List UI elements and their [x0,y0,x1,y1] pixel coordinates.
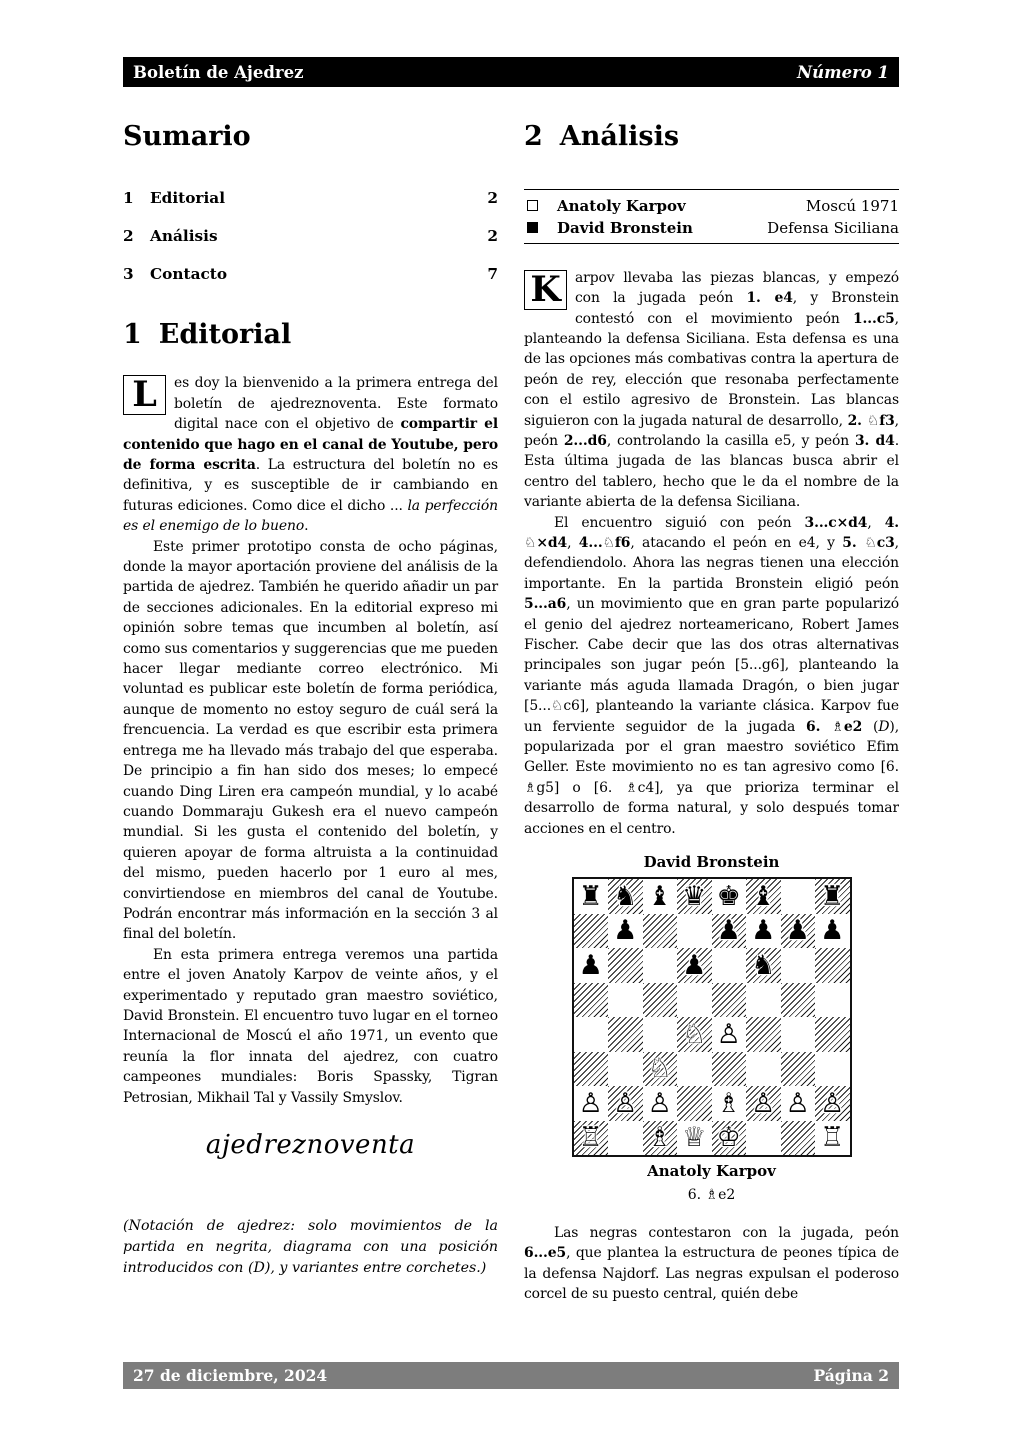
toc-page-number: 7 [487,264,498,283]
bulletin-page [123,0,899,1450]
chess-board [572,877,852,1157]
square-e7 [712,914,747,949]
chess-diagram [524,853,899,1203]
black-player-row [524,217,899,239]
game-event: Moscú 1971 [805,196,899,215]
text-segment: 6...e5 [524,1245,567,1262]
square-g1 [781,1121,816,1156]
toc-section-number: 1 [123,188,134,207]
toc-section-label: Contacto [150,264,228,283]
dropcap-K: K [524,270,567,310]
square-d2 [677,1086,712,1121]
square-g5 [781,983,816,1018]
white-pawn-icon: ♙ [647,1087,672,1119]
white-pawn-icon: ♙ [820,1087,845,1119]
text-segment: 4. ♘×d4 [524,514,899,551]
two-column-layout [123,112,899,1352]
black-pawn-icon: ♟ [613,915,638,947]
white-pawn-icon: ♙ [613,1087,638,1119]
text-segment: es doy la bienvenido a la primera entrega del boletín de ajedreznoventa. Este formato digital nace con el objetivo de [174,375,498,433]
square-a2 [574,1086,609,1121]
analysis-paragraph-2 [524,513,899,840]
text-segment: , controlando la casilla e5, y peón [606,432,855,449]
text-segment: 1. e4 [746,290,793,307]
square-e4 [712,1017,747,1052]
square-b2 [608,1086,643,1121]
toc-section-label: Editorial [150,188,226,207]
square-a4 [574,1017,609,1052]
square-c3 [643,1052,678,1087]
text-segment: En esta primera entrega veremos una partida entre el joven Anatoly Karpov de veinte años, y el experimentado y reputado gran maestro soviético, David Bronstein. El encuentro tuvo lugar en el torneo Internacional de Moscú el año 1971, un evento que reunía la flor innata del ajedrez, con cuatro campeones mundiales: Boris Spassky, Tigran Petrosian, Mikhail Tal y Vassily Smyslov. [123,946,498,1106]
toc-section-label: Análisis [150,226,218,245]
square-b1 [608,1121,643,1156]
square-h5 [815,983,850,1018]
text-segment: la perfección es el enemigo de lo bueno [123,497,499,535]
square-e2 [712,1086,747,1121]
square-c6 [643,948,678,983]
text-segment: ), popularizada por el gran maestro soviético Efim Geller. Este movimiento no es tan agresivo como [6. ♗g5] o [6. ♗c4], ya que prioriza terminar el desarrollo de forma natural, y solo después tomar acciones en el centro. [524,718,899,837]
white-player-row [524,195,899,217]
square-a8 [574,879,609,914]
square-f8 [746,879,781,914]
white-knight-icon: ♘ [647,1053,672,1085]
text-segment: , y Bronstein contestó con el movimiento peón [575,290,899,327]
black-pawn-icon: ♟ [682,949,707,981]
square-d8 [677,879,712,914]
author-signature: ajedreznoventa [205,1130,416,1160]
text-segment: arpov llevaba las piezas blancas, y empezó con la jugada peón [575,269,899,307]
editorial-paragraph-3 [123,945,498,1108]
text-segment: El encuentro siguió con peón [554,514,805,531]
section-title: Análisis [559,121,680,152]
white-queen-icon: ♕ [682,1122,707,1154]
square-a5 [574,983,609,1018]
square-f6 [746,948,781,983]
text-segment: 2. ♘f3 [847,412,895,429]
square-b8 [608,879,643,914]
text-segment: 3. d4 [854,432,895,449]
game-header [524,189,899,244]
analysis-paragraph-1 [524,268,899,513]
square-f5 [746,983,781,1018]
square-h1 [815,1121,850,1156]
toc-title [123,122,498,152]
section-number: 1 [123,318,142,350]
text-segment: , atacando el peón en e4, y [630,534,843,551]
square-b3 [608,1052,643,1087]
text-segment: Las negras contestaron con la jugada, peón [554,1225,899,1242]
white-pawn-icon: ♙ [751,1087,776,1119]
text-segment: . [304,518,309,535]
white-square-icon [527,200,538,211]
square-g2 [781,1086,816,1121]
black-pawn-icon: ♟ [785,915,810,947]
text-segment: compartir el contenido que hago en el canal de Youtube, pero de forma escrita [123,416,498,473]
square-f2 [746,1086,781,1121]
white-rook-icon: ♖ [578,1122,603,1154]
square-a1 [574,1121,609,1156]
white-pawn-icon: ♙ [785,1087,810,1119]
footer-page-number: Página 2 [813,1366,889,1385]
square-h8 [815,879,850,914]
text-segment: . Esta última jugada de las blancas busca abrir el centro del tablero, hecho que le da el nombre de la variante abierta de la defensa Siciliana. [524,432,899,511]
square-d5 [677,983,712,1018]
square-b6 [608,948,643,983]
analysis-heading [524,122,899,152]
square-f3 [746,1052,781,1087]
black-pawn-icon: ♟ [820,915,845,947]
white-player-name: Anatoly Karpov [557,196,686,215]
black-bishop-icon: ♝ [751,880,776,912]
text-segment: Este primer prototipo consta de ocho páginas, donde la mayor aportación proviene del análisis de la partida de ajedrez. También he querido añadir un par de secciones adicionales. En la editorial expreso mi opinión sobre temas que incumben al boletín, así como sus comentarios y suggerencias que me pueden hacer llegar mediante correo electrónico. Mi voluntad es publicar este boletín de forma periódica, aunque de momento no estoy seguro de cuál será la frencuencia. La verdad es que escribir esta primera entrega me ha llevado más trabajo del que esperaba. De principio a fin han sido dos meses; lo empecé cuando Ding Liren era campeón mundial, y lo acabé cuando Dommaraju Gukesh era el nuevo campeón mundial. Si les gusta el contenido del boletín, y quieren apoyar de forma altruista a la continuidad del mismo, pueden hacerlo por 1 euro al mes, convirtiendose en miembros del canal de Youtube. Podrán encontrar más información en la sección 3 al final del boletín. [123,538,498,943]
page-footer-bar [123,1362,899,1389]
diagram-white-label: Anatoly Karpov [647,1162,776,1181]
text-segment: , un movimiento que en gran parte popularizó el genio del ajedrez norteamericano, Robert James Fischer. Cabe decir que las dos otras alternativas principales son jugar peón [5...g6], planteando la variante más aguda llamada Dragón, o bien jugar [5...♘c6], planteando la variante clásica. Karpov fue un ferviente seguidor de la jugada [524,596,899,735]
toc-item-analisis [123,226,498,246]
square-b4 [608,1017,643,1052]
issue-number: Número 1 [797,62,889,82]
square-d4 [677,1017,712,1052]
square-h4 [815,1017,850,1052]
square-g4 [781,1017,816,1052]
square-h7 [815,914,850,949]
toc-section-number: 2 [123,226,134,245]
table-of-contents [123,188,498,284]
text-segment: 4...♘f6 [578,534,631,551]
square-c2 [643,1086,678,1121]
square-d7 [677,914,712,949]
white-pawn-icon: ♙ [716,1018,741,1050]
toc-item-editorial [123,188,498,208]
section-number: 2 [524,121,543,152]
square-b7 [608,914,643,949]
text-segment: , [867,514,885,531]
footer-date: 27 de diciembre, 2024 [133,1366,328,1385]
white-king-icon: ♔ [716,1122,741,1154]
square-d1 [677,1121,712,1156]
editorial-paragraph-1 [123,373,498,536]
page-header-bar [123,57,899,87]
square-c8 [643,879,678,914]
white-rook-icon: ♖ [820,1122,845,1154]
text-segment: 5...a6 [524,596,567,613]
editorial-heading [123,320,498,350]
square-c5 [643,983,678,1018]
black-bishop-icon: ♝ [647,880,672,912]
square-c7 [643,914,678,949]
left-column [123,112,498,1352]
white-pawn-icon: ♙ [578,1087,603,1119]
text-segment: 3...c×d4 [804,514,868,531]
square-e6 [712,948,747,983]
black-knight-icon: ♞ [751,949,776,981]
square-e1 [712,1121,747,1156]
square-e3 [712,1052,747,1087]
black-king-icon: ♚ [716,880,741,912]
text-segment: 1...c5 [852,310,895,327]
black-pawn-icon: ♟ [751,915,776,947]
black-square-icon [527,222,538,233]
square-f1 [746,1121,781,1156]
square-h3 [815,1052,850,1087]
black-pawn-icon: ♟ [578,949,603,981]
text-segment: 5. ♘c3 [842,534,895,551]
text-segment: 2...d6 [563,432,607,449]
text-segment: D [878,718,890,735]
black-queen-icon: ♛ [682,880,707,912]
square-g3 [781,1052,816,1087]
editorial-paragraph-2 [123,537,498,945]
text-segment: , [567,534,579,551]
square-e5 [712,983,747,1018]
square-c1 [643,1121,678,1156]
text-segment: . La estructura del boletín no es definitiva, y es susceptible de ir cambiando en futuras ediciones. Como dice el dicho ... [123,457,498,514]
dropcap-L: L [123,375,166,415]
square-a3 [574,1052,609,1087]
black-rook-icon: ♜ [578,880,603,912]
toc-section-number: 3 [123,264,134,283]
square-d6 [677,948,712,983]
notation-note: (Notación de ajedrez: solo movimientos de la partida en negrita, diagrama con una posición introducidos con (D), y variantes entre corchetes.) [123,1218,498,1276]
diagram-move-caption: 6. ♗e2 [687,1187,736,1204]
square-f4 [746,1017,781,1052]
text-segment: , peón [524,412,899,449]
square-d3 [677,1052,712,1087]
white-bishop-icon: ♗ [716,1087,741,1119]
square-a7 [574,914,609,949]
section-title: Editorial [158,318,292,350]
bulletin-title: Boletín de Ajedrez [133,62,304,82]
text-segment: 6. ♗e2 [806,718,863,735]
diagram-black-label: David Bronstein [643,853,780,872]
square-b5 [608,983,643,1018]
toc-title-text: Sumario [123,121,251,152]
game-opening: Defensa Siciliana [767,218,899,237]
black-player-name: David Bronstein [557,218,693,237]
text-segment: , que plantea la estructura de peones típica de la defensa Najdorf. Las negras expulsan el poderoso corcel de su puesto central, quién debe [524,1245,899,1303]
square-h2 [815,1086,850,1121]
square-a6 [574,948,609,983]
text-segment: , planteando la defensa Siciliana. Esta defensa es una de las opciones más combativas contra la apertura de peón de rey, elección que resonaba perfectamente con el estilo agresivo de Bronstein. Las blancas siguieron con la jugada natural de desarrollo, [524,310,899,429]
text-segment: ( [862,718,879,735]
square-g6 [781,948,816,983]
black-rook-icon: ♜ [820,880,845,912]
square-g8 [781,879,816,914]
right-column [524,112,899,1352]
square-c4 [643,1017,678,1052]
square-h6 [815,948,850,983]
square-e8 [712,879,747,914]
black-knight-icon: ♞ [613,880,638,912]
analysis-paragraph-3 [524,1223,899,1305]
text-segment: , defendiendolo. Ahora las negras tienen una elección importante. En la partida Bronstein eligió peón [524,534,899,592]
square-f7 [746,914,781,949]
toc-page-number: 2 [487,188,498,207]
black-pawn-icon: ♟ [716,915,741,947]
toc-page-number: 2 [487,226,498,245]
toc-item-contacto [123,264,498,284]
white-knight-icon: ♘ [682,1018,707,1050]
square-g7 [781,914,816,949]
white-bishop-icon: ♗ [647,1122,672,1154]
